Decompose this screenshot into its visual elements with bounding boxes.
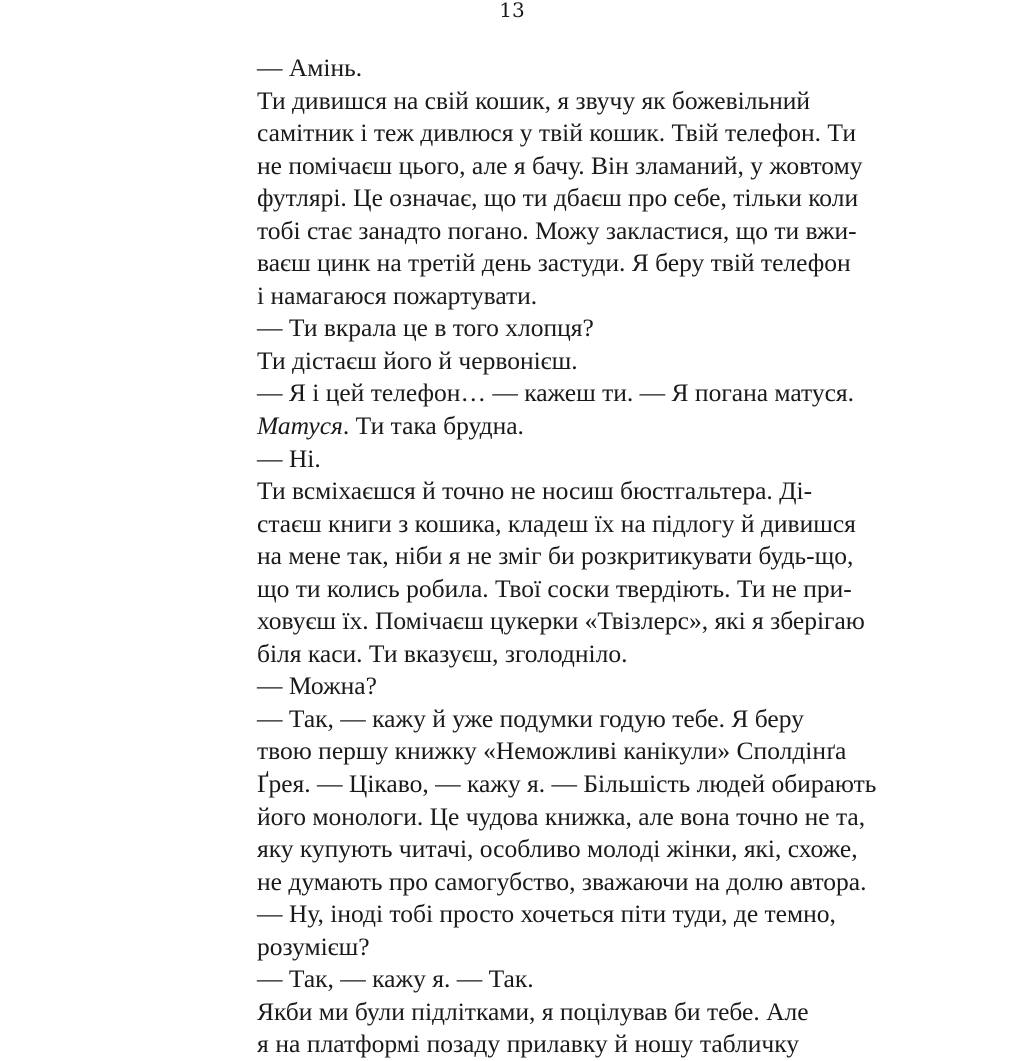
text-line-content: Ти дивишся на свій кошик, я звучу як божевільний <box>257 85 811 115</box>
text-line-content: на мене так, ніби я не зміг би розкритикувати будь-що, <box>257 541 854 571</box>
text-line <box>257 410 799 443</box>
text-line-content: і намагаюся пожартувати. <box>257 280 538 310</box>
text-line <box>257 312 799 345</box>
text-line-content: — Так, — кажу й уже подумки годую тебе. Я беру <box>257 703 804 733</box>
text-line-content: Ти дістаєш його й червонієш. <box>257 345 578 375</box>
text-line <box>257 1028 799 1061</box>
text-line-content: його монологи. Це чудова книжка, але вона точно не та, <box>257 801 866 831</box>
text-line-content: біля каси. Ти вказуєш, зголодніло. <box>257 638 628 668</box>
text-line <box>257 866 867 899</box>
text-line <box>257 117 857 150</box>
text-line-content: — Можна? <box>257 671 377 701</box>
text-line-content: стаєш книги з кошика, кладеш їх на підлогу й дивишся <box>257 508 856 538</box>
text-line <box>257 638 799 671</box>
text-line <box>257 898 836 931</box>
text-line-content: — Ну, іноді тобі просто хочеться піти туди, де темно, <box>257 899 836 929</box>
text-line <box>257 735 847 768</box>
text-line-content: тобі стає занадто погано. Можу закластися, що ти вжи- <box>257 215 857 245</box>
text-line-content: — Ні. <box>257 443 321 473</box>
text-line <box>257 573 852 606</box>
text-line <box>257 508 856 541</box>
text-line-content: твою першу книжку «Неможливі канікули» Сполдінґа <box>257 736 847 766</box>
text-line <box>257 833 858 866</box>
text-line-content: футлярі. Це означає, що ти дбаєш про себе, тільки коли <box>257 183 859 213</box>
text-line-content: ховуєш їх. Помічаєш цукерки «Твізлерс», які я зберігаю <box>257 606 865 636</box>
text-line <box>257 247 851 280</box>
italic-word: Матуся <box>257 411 343 441</box>
text-line-content: Якби ми були підлітками, я поцілував би тебе. Але <box>257 996 809 1026</box>
text-line <box>257 182 859 215</box>
text-line <box>257 345 799 378</box>
text-line-content: розумієш? <box>257 931 370 961</box>
text-line <box>257 475 813 508</box>
body-text <box>257 52 877 1061</box>
text-line <box>257 605 865 638</box>
text-line <box>257 670 799 703</box>
text-line <box>257 150 863 183</box>
text-line <box>257 280 799 313</box>
text-line <box>257 215 857 248</box>
text-line <box>257 801 866 834</box>
text-line-content: — Ти вкрала це в того хлопця? <box>257 313 594 343</box>
text-line <box>257 931 799 964</box>
text-line-content: Ґрея. — Цікаво, — кажу я. — Більшість людей обирають <box>257 769 877 799</box>
text-line <box>257 377 855 410</box>
text-line-content: ваєш цинк на третій день застуди. Я беру твій телефон <box>257 248 851 278</box>
text-line <box>257 85 811 118</box>
text-line-content: — Амінь. <box>257 53 363 82</box>
text-line <box>257 996 809 1029</box>
text-line <box>257 443 799 476</box>
text-line-content: — Я і цей телефон… — кажеш ти. — Я погана матуся. <box>257 378 855 408</box>
text-line-content: самітник і теж дивлюся у твій кошик. Твій телефон. Ти <box>257 118 857 148</box>
text-line <box>257 963 799 996</box>
text-line-content: не помічаєш цього, але я бачу. Він зламаний, у жовтому <box>257 150 863 180</box>
text-line-content: не думають про самогубство, зважаючи на долю автора. <box>257 866 867 896</box>
text-line <box>257 540 854 573</box>
text-line-content: — Так, — кажу я. — Так. <box>257 964 534 994</box>
text-line-content: яку купують читачі, особливо молоді жінки, які, схоже, <box>257 834 858 864</box>
text-line <box>257 768 877 801</box>
text-line-content: . Ти така брудна. <box>342 411 524 441</box>
text-line-content: я на платформі позаду прилавку й ношу табличку <box>257 1029 799 1059</box>
text-line-content: що ти колись робила. Твої соски твердіють. Ти не при- <box>257 573 852 603</box>
page-number: 13 <box>499 0 525 22</box>
text-line <box>257 703 804 736</box>
text-line-content: Ти всміхаєшся й точно не носиш бюстгальтера. Ді- <box>257 476 813 506</box>
text-line <box>257 52 799 85</box>
